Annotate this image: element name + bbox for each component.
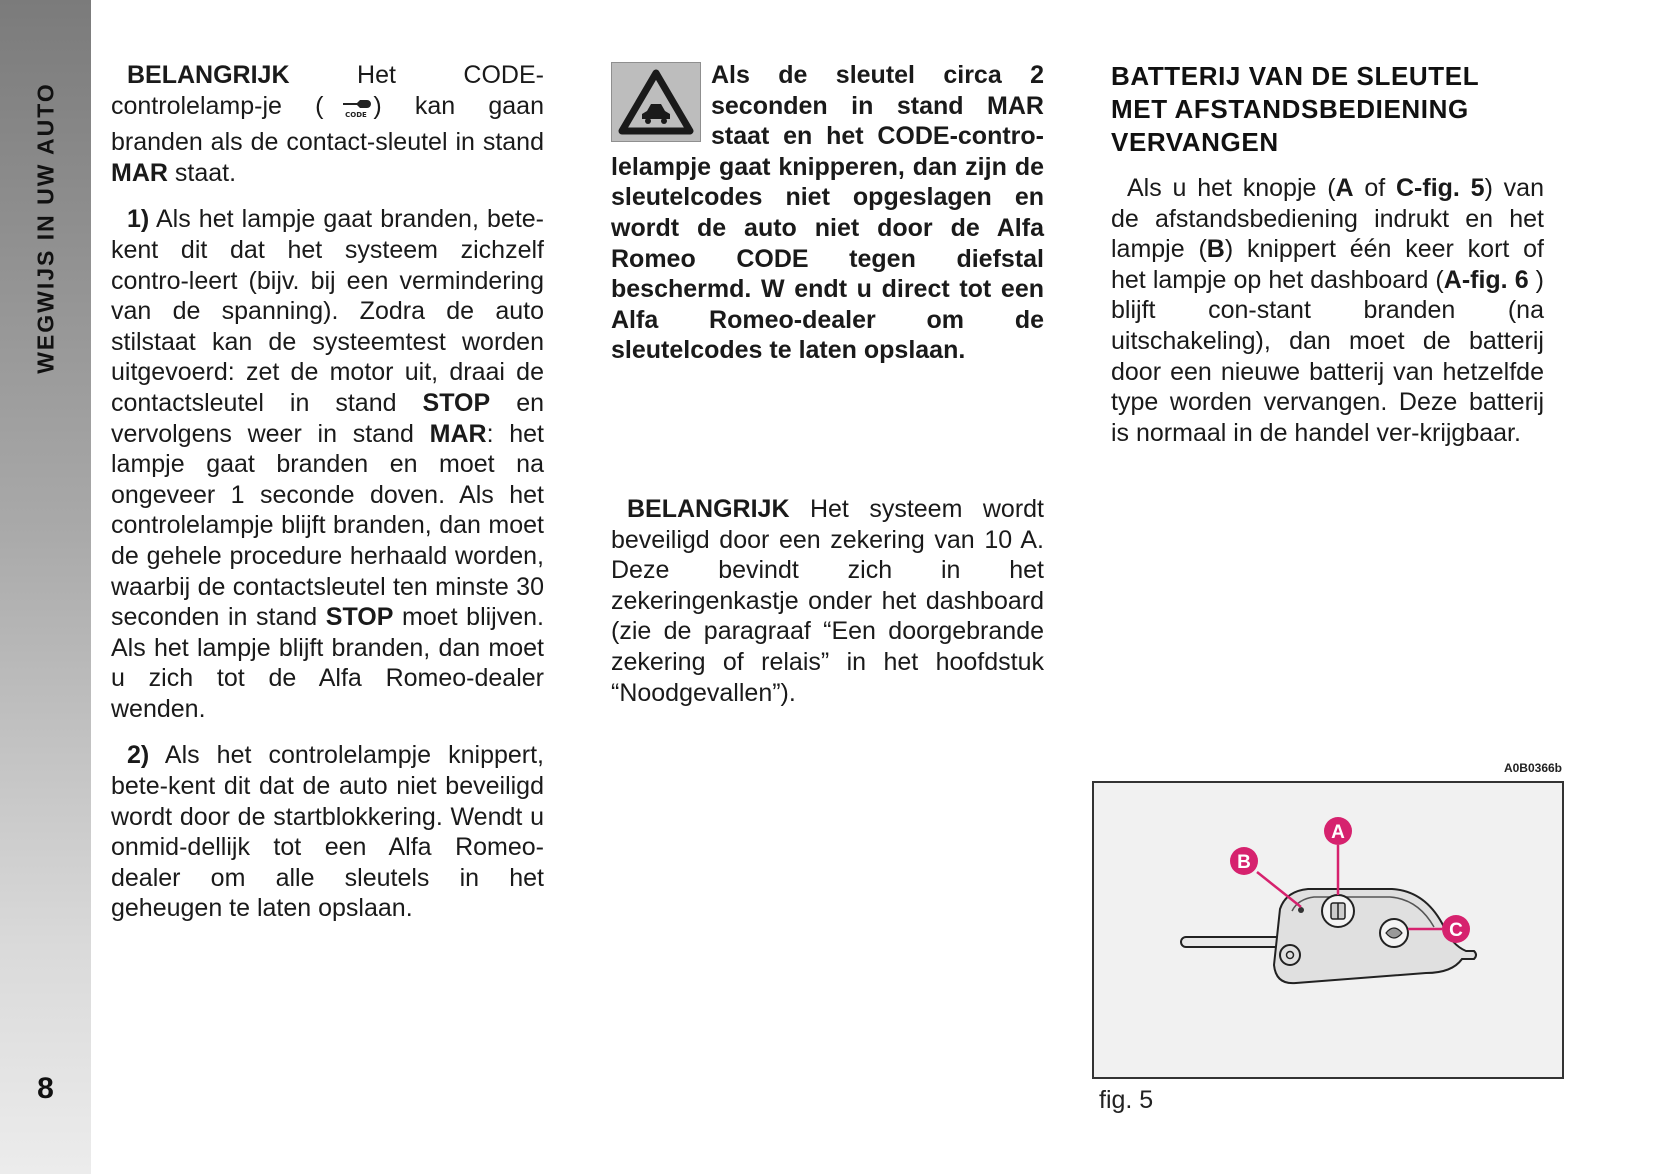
sidebar (0, 0, 91, 1174)
heading-battery-replacement: BATTERIJ VAN DE SLEUTEL MET AFSTANDSBEDIENING VERVANGEN (1111, 61, 1480, 157)
key-remote-illustration (1094, 783, 1562, 1077)
paragraph-important-fuse: BELANGRIJK Het systeem wordt beveiligd door een zekering van 10 A. Deze bevindt zich in het zekeringenkastje onder het dashboard (zie de paragraaf “Een doorgebrande zekering of relais” in het hoofdstuk “Noodgevallen”). (611, 494, 1044, 707)
code-key-icon-label: CODE (345, 110, 368, 119)
callout-c-label: C (1449, 920, 1463, 941)
callout-b-label: B (1237, 852, 1251, 873)
figure-caption: fig. 5 (1099, 1086, 1154, 1114)
figure-code: A0B0366b (1503, 761, 1562, 775)
column-right (1111, 60, 1544, 464)
column-left (111, 60, 544, 940)
paragraph-battery: Als u het knopje (A of C-fig. 5) van de afstandsbediening indrukt en het lampje (B) knippert één keer kort of het lampje op het dashboard (A-fig. 6 ) blijft con-stant branden (na uitschakeling), dan moet de batterij door een nieuwe batterij van hetzelfde type worden vervangen. Deze batterij is normaal in de handel ver-krijgbaar. (1111, 174, 1544, 447)
paragraph-step-1: 1) Als het lampje gaat branden, bete-kent dit dat het systeem zichzelf contro-leert (bijv. bij een vermindering van de spanning). Zodra de auto stilstaat kan de systeemtest worden uitgevoerd: zet de motor uit, draai de contactsleutel in stand STOP en vervolgens weer in stand MAR: het lampje gaat branden en moet na ongeveer 1 seconde doven. Als het controlelampje blijft branden, dan moet de gehele procedure herhaald worden, waarbij de contactsleutel ten minste 30 seconden in stand STOP moet blijven. Als het lampje blijft branden, dan moet u zich tot de Alfa Romeo-dealer wenden. (111, 205, 544, 723)
column-middle (611, 60, 1044, 724)
paragraph-step-2: 2) Als het controlelampje knippert, bete-kent dit dat de auto niet beveiligd wordt door de startblokkering. Wendt u onmid-dellijk tot een Alfa Romeo-dealer om alle sleutels in het geheugen te laten opslaan. (111, 741, 544, 923)
warning-car-icon (611, 62, 701, 142)
section-title-vertical: WEGWIJS IN UW AUTO (32, 82, 59, 374)
led-b (1298, 907, 1304, 913)
paragraph-important-code-lamp: BELANGRIJK Het CODE-controlelamp-je ( CODE ) kan gaan branden als de contact-sleutel in stand MAR staat. (111, 61, 544, 187)
code-key-icon (323, 96, 373, 128)
key-blade (1181, 937, 1278, 947)
warning-text: Als de sleutel circa 2 seconden in stand MAR staat en het CODE-contro-lelampje gaat knipperen, dan zijn de sleutelcodes niet opgeslagen en wordt de auto niet door de Alfa Romeo CODE tegen diefstal beschermd. W endt u direct tot een Alfa Romeo-dealer om de sleutelcodes te laten opslaan. (611, 61, 1044, 365)
page-number: 8 (37, 1072, 54, 1105)
figure-key-remote (1092, 781, 1564, 1079)
callout-a-label: A (1331, 822, 1345, 843)
